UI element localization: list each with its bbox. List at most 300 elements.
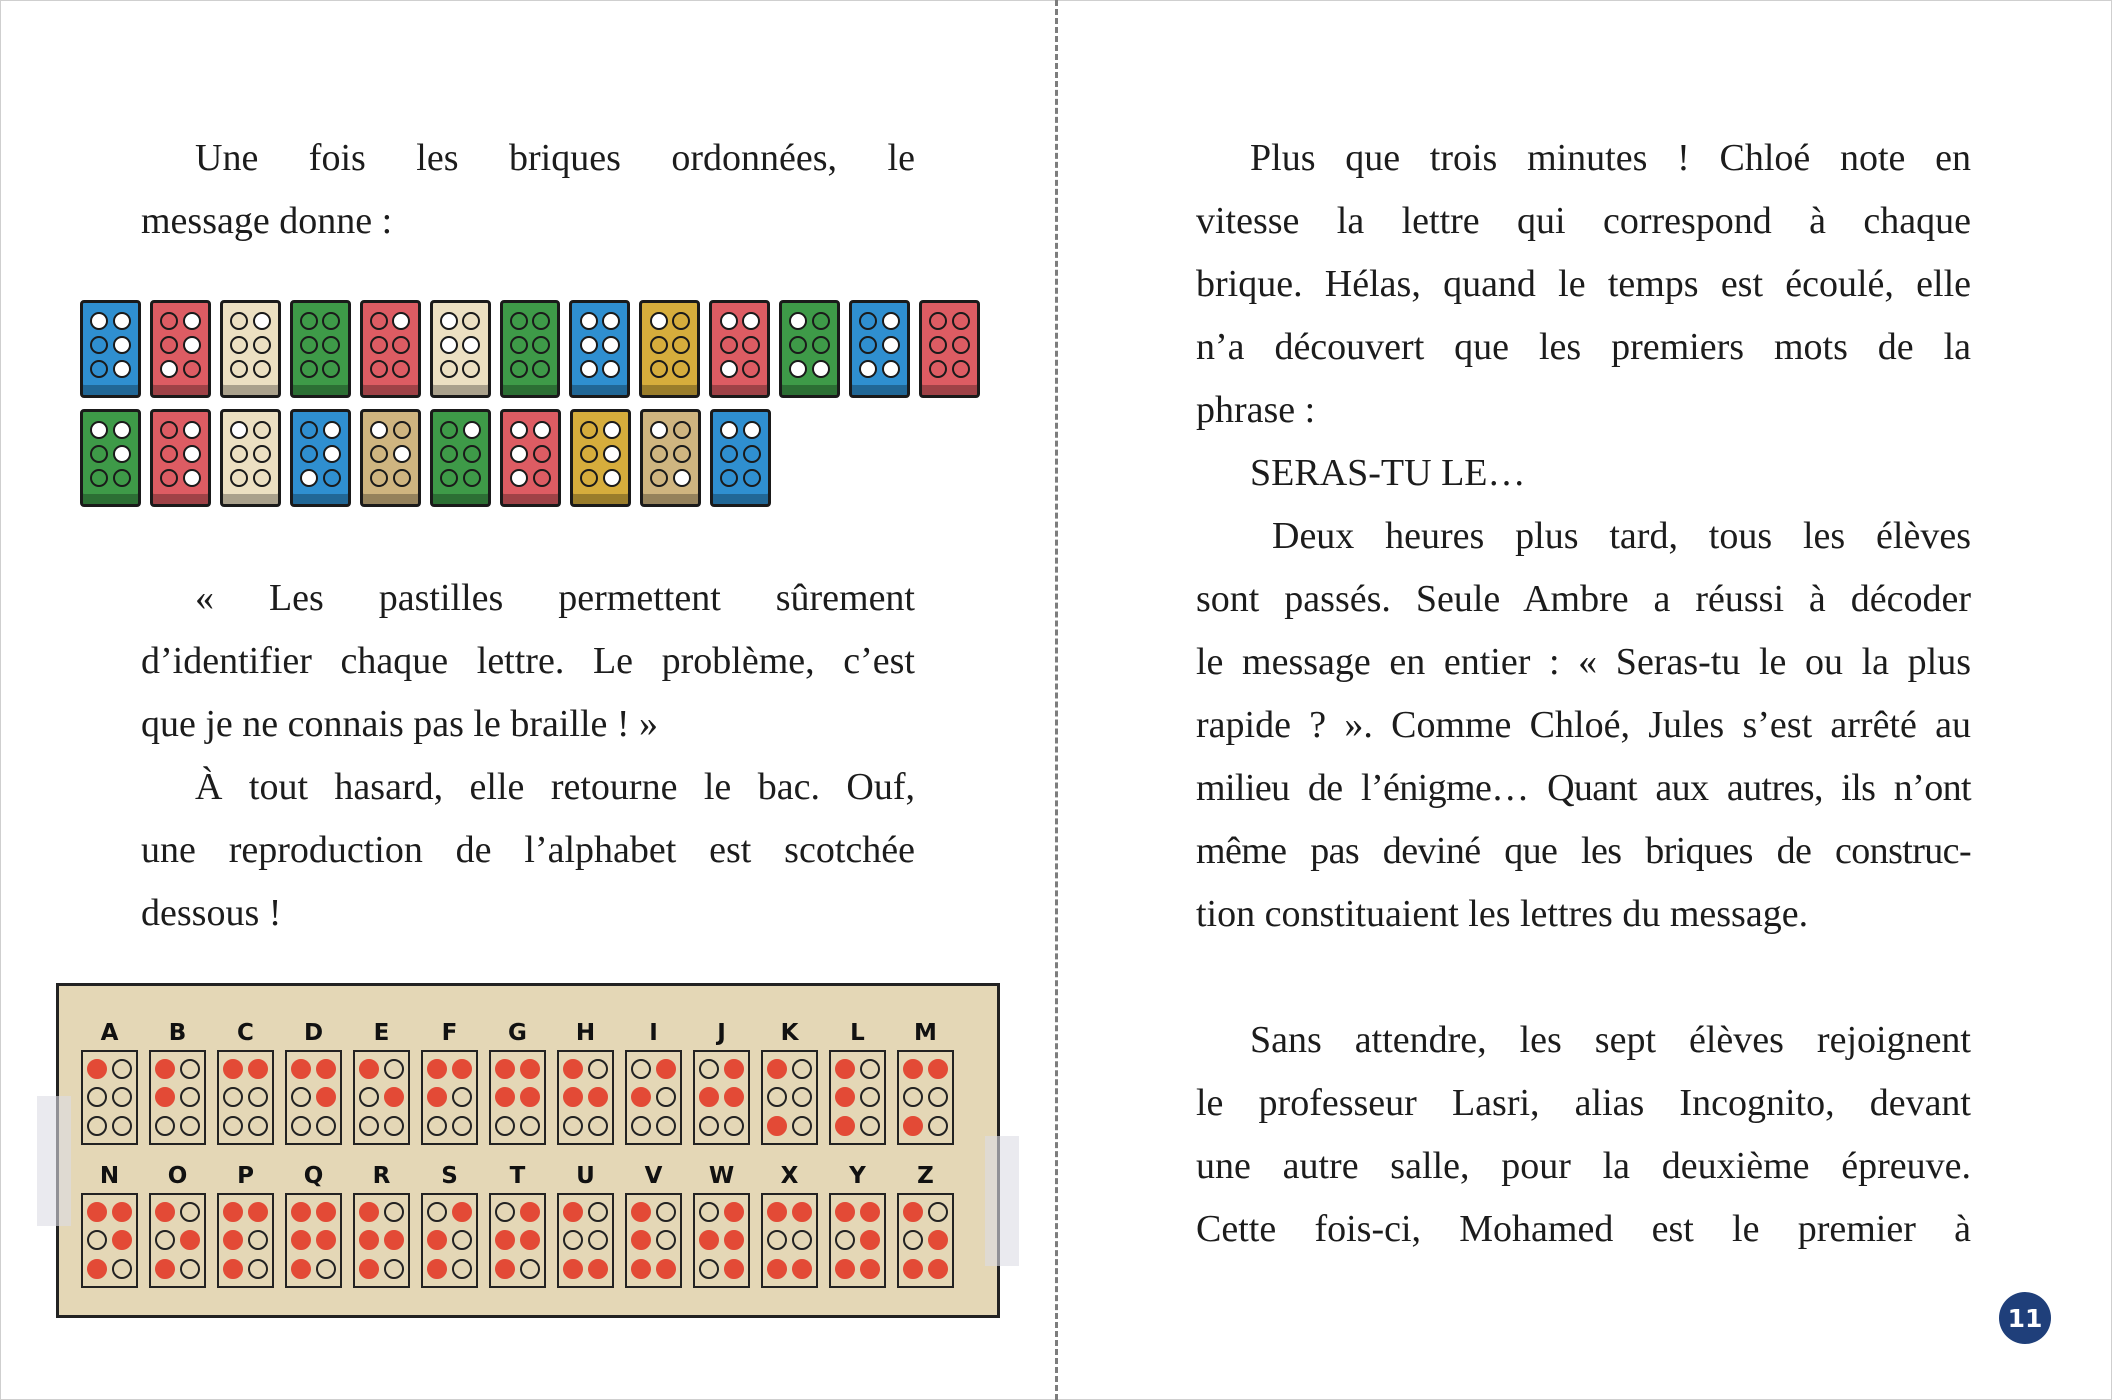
braille-dot-empty xyxy=(699,1116,719,1136)
brick-stud xyxy=(672,336,690,354)
braille-dot-empty xyxy=(452,1230,472,1250)
braille-cell xyxy=(761,1193,818,1288)
braille-dot-empty xyxy=(112,1087,132,1107)
brick-stud xyxy=(672,360,690,378)
brick-stud xyxy=(463,445,481,463)
brick-stud-raised xyxy=(183,421,201,439)
braille-dot-filled xyxy=(155,1059,175,1079)
brick-blue xyxy=(80,300,141,398)
braille-dot-filled xyxy=(631,1087,651,1107)
braille-dot-filled xyxy=(563,1059,583,1079)
brick-stud xyxy=(440,360,458,378)
brick-stud xyxy=(580,421,598,439)
braille-letter-label: D xyxy=(303,1020,324,1046)
braille-letter-l xyxy=(829,1016,886,1145)
braille-dot-filled xyxy=(860,1202,880,1222)
brick-stud-raised xyxy=(323,421,341,439)
braille-dot-filled xyxy=(223,1059,243,1079)
brick-stud xyxy=(113,469,131,487)
brick-stud xyxy=(322,312,340,330)
brick-blue xyxy=(569,300,630,398)
brick-stud xyxy=(929,312,947,330)
braille-dot-filled xyxy=(155,1259,175,1279)
brick-green xyxy=(80,409,141,507)
braille-dot-empty xyxy=(656,1087,676,1107)
brick-stud xyxy=(532,336,550,354)
brick-stud xyxy=(253,469,271,487)
braille-dot-empty xyxy=(316,1259,336,1279)
braille-dot-filled xyxy=(860,1230,880,1250)
brick-stud-raised xyxy=(673,469,691,487)
braille-dot-empty xyxy=(520,1116,540,1136)
brick-stud-raised xyxy=(160,360,178,378)
braille-dot-empty xyxy=(248,1087,268,1107)
braille-dot-filled xyxy=(563,1202,583,1222)
brick-stud xyxy=(650,445,668,463)
brick-stud xyxy=(253,445,271,463)
brick-stud-raised xyxy=(392,312,410,330)
braille-dot-empty xyxy=(588,1059,608,1079)
braille-alphabet-card xyxy=(56,983,1000,1318)
braille-letter-label: J xyxy=(717,1020,726,1046)
alphabet-row-a-m xyxy=(81,1016,954,1145)
brick-red xyxy=(150,300,211,398)
braille-dot-empty xyxy=(87,1116,107,1136)
braille-dot-empty xyxy=(588,1202,608,1222)
brick-tan xyxy=(360,409,421,507)
brick-stud-raised xyxy=(510,421,528,439)
braille-dot-filled xyxy=(792,1259,812,1279)
brick-cream xyxy=(220,300,281,398)
text-line: rapide ? ». Comme Chloé, Jules s’est arrêté au xyxy=(1196,704,1971,746)
braille-dot-empty xyxy=(860,1059,880,1079)
braille-dot-empty xyxy=(699,1202,719,1222)
brick-stud-raised xyxy=(300,469,318,487)
braille-dot-empty xyxy=(452,1116,472,1136)
braille-cell xyxy=(489,1193,546,1288)
braille-letter-p xyxy=(217,1159,274,1288)
braille-dot-empty xyxy=(452,1259,472,1279)
braille-letter-label: Y xyxy=(849,1163,866,1189)
braille-dot-empty xyxy=(656,1230,676,1250)
braille-letter-label: Q xyxy=(303,1163,324,1189)
brick-stud-raised xyxy=(580,360,598,378)
braille-dot-filled xyxy=(223,1230,243,1250)
text-line: n’a découvert que les premiers mots de la xyxy=(1196,326,1971,368)
tape-right xyxy=(985,1136,1019,1266)
braille-letter-label: S xyxy=(441,1163,458,1189)
braille-cell xyxy=(897,1050,954,1145)
braille-dot-filled xyxy=(223,1202,243,1222)
brick-stud-raised xyxy=(603,469,621,487)
brick-blue xyxy=(290,409,351,507)
text-line: le message en entier : « Seras-tu le ou la plus xyxy=(1196,641,1971,683)
braille-dot-empty xyxy=(155,1116,175,1136)
brick-stud xyxy=(929,360,947,378)
braille-cell xyxy=(557,1050,614,1145)
brick-stud xyxy=(650,360,668,378)
text-line: vitesse la lettre qui correspond à chaque xyxy=(1196,200,1971,242)
braille-dot-empty xyxy=(248,1116,268,1136)
braille-dot-empty xyxy=(359,1087,379,1107)
braille-letter-w xyxy=(693,1159,750,1288)
page-number-badge: 11 xyxy=(1999,1292,2051,1344)
gutter-divider xyxy=(1055,0,1058,1400)
brick-stud xyxy=(370,360,388,378)
braille-letter-label: T xyxy=(509,1163,526,1189)
braille-letter-label: L xyxy=(850,1020,865,1046)
brick-stud-raised xyxy=(462,336,480,354)
brick-stud xyxy=(90,360,108,378)
braille-dot-empty xyxy=(903,1230,923,1250)
brick-stud xyxy=(160,469,178,487)
braille-letter-label: X xyxy=(780,1163,799,1189)
braille-cell xyxy=(761,1050,818,1145)
braille-dot-empty xyxy=(835,1230,855,1250)
right-text xyxy=(1196,127,1971,1261)
braille-letter-label: V xyxy=(644,1163,663,1189)
braille-dot-empty xyxy=(903,1087,923,1107)
braille-dot-filled xyxy=(835,1059,855,1079)
braille-dot-empty xyxy=(792,1059,812,1079)
braille-dot-filled xyxy=(291,1259,311,1279)
text-line: sont passés. Seule Ambre a réussi à décoder xyxy=(1196,578,1971,620)
braille-dot-empty xyxy=(563,1116,583,1136)
braille-letter-label: K xyxy=(780,1020,799,1046)
braille-dot-filled xyxy=(903,1202,923,1222)
braille-dot-filled xyxy=(155,1087,175,1107)
braille-dot-filled xyxy=(699,1087,719,1107)
brick-stud xyxy=(440,421,458,439)
braille-dot-filled xyxy=(316,1230,336,1250)
brick-stud xyxy=(160,336,178,354)
braille-letter-label: O xyxy=(167,1163,188,1189)
braille-dot-empty xyxy=(656,1116,676,1136)
brick-stud xyxy=(743,469,761,487)
braille-cell xyxy=(557,1193,614,1288)
brick-stud-raised xyxy=(90,312,108,330)
braille-letter-label: M xyxy=(914,1020,937,1046)
braille-cell xyxy=(625,1050,682,1145)
braille-dot-empty xyxy=(112,1059,132,1079)
braille-dot-empty xyxy=(928,1202,948,1222)
braille-dot-filled xyxy=(316,1059,336,1079)
brick-stud xyxy=(370,312,388,330)
braille-dot-empty xyxy=(792,1230,812,1250)
braille-dot-filled xyxy=(928,1059,948,1079)
braille-dot-filled xyxy=(520,1230,540,1250)
braille-letter-y xyxy=(829,1159,886,1288)
braille-letter-m xyxy=(897,1016,954,1145)
braille-letter-label: B xyxy=(168,1020,187,1046)
braille-dot-filled xyxy=(860,1259,880,1279)
brick-stud xyxy=(789,336,807,354)
braille-dot-empty xyxy=(180,1059,200,1079)
brick-stud xyxy=(160,421,178,439)
braille-dot-filled xyxy=(835,1087,855,1107)
brick-stud-raised xyxy=(113,312,131,330)
braille-dot-filled xyxy=(724,1087,744,1107)
braille-dot-filled xyxy=(792,1202,812,1222)
brick-blue xyxy=(710,409,771,507)
brick-stud xyxy=(230,445,248,463)
brick-stud xyxy=(160,312,178,330)
text-line: Deux heures plus tard, tous les élèves xyxy=(1272,515,1971,557)
braille-dot-empty xyxy=(223,1087,243,1107)
braille-dot-filled xyxy=(155,1202,175,1222)
brick-stud-raised xyxy=(183,469,201,487)
brick-stud xyxy=(323,469,341,487)
braille-cell xyxy=(829,1193,886,1288)
braille-dot-filled xyxy=(291,1202,311,1222)
braille-cell xyxy=(693,1050,750,1145)
brick-stud-raised xyxy=(183,312,201,330)
braille-dot-empty xyxy=(631,1059,651,1079)
braille-dot-filled xyxy=(359,1259,379,1279)
text-line: Sans attendre, les sept élèves rejoignent xyxy=(1250,1019,1971,1061)
brick-stud xyxy=(510,336,528,354)
brick-stud xyxy=(720,445,738,463)
brick-stud-raised xyxy=(323,445,341,463)
braille-dot-empty xyxy=(928,1087,948,1107)
brick-stud xyxy=(672,312,690,330)
braille-dot-filled xyxy=(495,1059,515,1079)
brick-stud-raised xyxy=(113,445,131,463)
text-line: milieu de l’énigme… Quant aux autres, ils n’ont xyxy=(1196,767,1971,809)
braille-cell xyxy=(625,1193,682,1288)
brick-stud-raised xyxy=(602,312,620,330)
braille-dot-filled xyxy=(767,1116,787,1136)
brick-stud xyxy=(650,469,668,487)
brick-stud-raised xyxy=(720,421,738,439)
brick-stud xyxy=(650,336,668,354)
text-line: SERAS-TU LE… xyxy=(1250,452,1526,494)
brick-stud-raised xyxy=(882,336,900,354)
braille-dot-empty xyxy=(860,1116,880,1136)
braille-dot-empty xyxy=(248,1259,268,1279)
left-intro xyxy=(141,127,915,253)
brick-stud xyxy=(90,469,108,487)
brick-stud-raised xyxy=(230,421,248,439)
braille-dot-empty xyxy=(87,1230,107,1250)
braille-letter-label: C xyxy=(237,1020,254,1046)
braille-dot-empty xyxy=(792,1116,812,1136)
brick-stud xyxy=(230,469,248,487)
braille-dot-empty xyxy=(223,1116,243,1136)
brick-stud-raised xyxy=(603,421,621,439)
brick-stud xyxy=(532,312,550,330)
brick-stud-raised xyxy=(650,312,668,330)
braille-dot-empty xyxy=(248,1230,268,1250)
braille-dot-filled xyxy=(384,1230,404,1250)
braille-dot-filled xyxy=(520,1087,540,1107)
braille-dot-empty xyxy=(384,1202,404,1222)
braille-dot-filled xyxy=(384,1087,404,1107)
brick-stud-raised xyxy=(580,336,598,354)
brick-stud xyxy=(742,336,760,354)
braille-cell xyxy=(285,1193,342,1288)
braille-dot-filled xyxy=(452,1202,472,1222)
braille-dot-filled xyxy=(180,1230,200,1250)
brick-stud xyxy=(300,312,318,330)
brick-stud-raised xyxy=(393,445,411,463)
braille-dot-filled xyxy=(427,1230,447,1250)
braille-cell xyxy=(829,1050,886,1145)
braille-letter-label: W xyxy=(708,1163,735,1189)
braille-dot-empty xyxy=(495,1116,515,1136)
braille-dot-filled xyxy=(835,1116,855,1136)
braille-dot-filled xyxy=(631,1230,651,1250)
braille-letter-label: A xyxy=(100,1020,119,1046)
brick-red xyxy=(360,300,421,398)
brick-stud-raised xyxy=(510,445,528,463)
brick-stud-raised xyxy=(720,312,738,330)
braille-dot-empty xyxy=(180,1087,200,1107)
braille-letter-g xyxy=(489,1016,546,1145)
brick-stud xyxy=(230,336,248,354)
braille-dot-empty xyxy=(520,1259,540,1279)
braille-dot-filled xyxy=(427,1059,447,1079)
brick-stud xyxy=(533,469,551,487)
brick-stud xyxy=(230,360,248,378)
brick-stud xyxy=(859,312,877,330)
brick-stud xyxy=(440,469,458,487)
braille-dot-filled xyxy=(495,1259,515,1279)
brick-stud xyxy=(463,469,481,487)
brick-stud xyxy=(253,421,271,439)
braille-dot-empty xyxy=(928,1116,948,1136)
text-line: Cette fois-ci, Mohamed est le premier à xyxy=(1196,1208,1971,1250)
brick-stud-raised xyxy=(510,469,528,487)
braille-dot-filled xyxy=(223,1259,243,1279)
braille-dot-filled xyxy=(767,1259,787,1279)
brick-stud xyxy=(952,360,970,378)
braille-dot-filled xyxy=(359,1059,379,1079)
brick-stud-raised xyxy=(183,445,201,463)
brick-green xyxy=(779,300,840,398)
braille-letter-label: P xyxy=(237,1163,254,1189)
braille-dot-empty xyxy=(588,1116,608,1136)
text-line: brique. Hélas, quand le temps est écoulé, elle xyxy=(1196,263,1971,305)
brick-yellow xyxy=(639,300,700,398)
braille-dot-filled xyxy=(656,1259,676,1279)
text-line: une reproduction de l’alphabet est scotchée xyxy=(141,829,915,871)
braille-dot-filled xyxy=(359,1202,379,1222)
braille-dot-empty xyxy=(316,1116,336,1136)
braille-dot-filled xyxy=(724,1059,744,1079)
braille-dot-filled xyxy=(631,1202,651,1222)
brick-blue xyxy=(849,300,910,398)
brick-stud-raised xyxy=(859,360,877,378)
braille-dot-filled xyxy=(903,1059,923,1079)
brick-stud xyxy=(812,336,830,354)
braille-dot-filled xyxy=(767,1202,787,1222)
brick-stud xyxy=(370,445,388,463)
braille-dot-filled xyxy=(631,1259,651,1279)
paragraph-gap xyxy=(1196,946,1971,1009)
brick-stud xyxy=(462,360,480,378)
braille-cell xyxy=(149,1050,206,1145)
brick-stud-raised xyxy=(882,360,900,378)
braille-dot-filled xyxy=(588,1087,608,1107)
braille-dot-empty xyxy=(452,1087,472,1107)
braille-letter-x xyxy=(761,1159,818,1288)
braille-dot-empty xyxy=(724,1116,744,1136)
brick-stud xyxy=(812,312,830,330)
braille-dot-filled xyxy=(520,1202,540,1222)
braille-dot-filled xyxy=(248,1202,268,1222)
brick-row xyxy=(80,409,980,507)
braille-letter-o xyxy=(149,1159,206,1288)
braille-bricks-message xyxy=(80,300,980,518)
brick-red xyxy=(919,300,980,398)
braille-dot-empty xyxy=(155,1230,175,1250)
braille-dot-empty xyxy=(384,1059,404,1079)
text-line: À tout hasard, elle retourne le bac. Ouf, xyxy=(195,766,915,808)
brick-stud xyxy=(253,360,271,378)
text-line: une autre salle, pour la deuxième épreuve. xyxy=(1196,1145,1971,1187)
brick-stud xyxy=(300,445,318,463)
brick-stud-raised xyxy=(602,336,620,354)
braille-cell xyxy=(421,1193,478,1288)
braille-letter-z xyxy=(897,1159,954,1288)
brick-stud xyxy=(90,445,108,463)
braille-cell xyxy=(285,1050,342,1145)
braille-letter-label: N xyxy=(99,1163,120,1189)
brick-stud-raised xyxy=(789,312,807,330)
braille-dot-filled xyxy=(359,1230,379,1250)
braille-letter-n xyxy=(81,1159,138,1288)
text-line: le professeur Lasri, alias Incognito, devant xyxy=(1196,1082,1971,1124)
braille-letter-label: Z xyxy=(917,1163,934,1189)
brick-stud-raised xyxy=(882,312,900,330)
braille-dot-filled xyxy=(291,1059,311,1079)
braille-dot-empty xyxy=(291,1087,311,1107)
text-line: Une fois les briques ordonnées, le xyxy=(195,137,915,179)
brick-stud xyxy=(510,312,528,330)
braille-cell xyxy=(693,1193,750,1288)
braille-dot-empty xyxy=(180,1259,200,1279)
braille-dot-empty xyxy=(87,1087,107,1107)
braille-dot-filled xyxy=(520,1059,540,1079)
brick-tan xyxy=(640,409,701,507)
braille-letter-label: I xyxy=(649,1020,658,1046)
braille-dot-filled xyxy=(316,1202,336,1222)
braille-dot-filled xyxy=(724,1230,744,1250)
braille-dot-filled xyxy=(724,1259,744,1279)
text-line: Plus que trois minutes ! Chloé note en xyxy=(1250,137,1971,179)
brick-stud xyxy=(183,360,201,378)
brick-stud xyxy=(673,421,691,439)
brick-stud xyxy=(392,336,410,354)
braille-dot-filled xyxy=(427,1087,447,1107)
brick-stud xyxy=(532,360,550,378)
brick-stud-raised xyxy=(812,360,830,378)
brick-stud xyxy=(160,445,178,463)
brick-stud-raised xyxy=(90,421,108,439)
brick-stud xyxy=(322,360,340,378)
brick-row xyxy=(80,300,980,398)
brick-stud xyxy=(440,445,458,463)
braille-dot-empty xyxy=(180,1116,200,1136)
braille-dot-empty xyxy=(588,1230,608,1250)
braille-dot-filled xyxy=(563,1259,583,1279)
braille-cell xyxy=(217,1050,274,1145)
braille-dot-filled xyxy=(835,1202,855,1222)
brick-stud-raised xyxy=(743,421,761,439)
braille-letter-s xyxy=(421,1159,478,1288)
braille-dot-filled xyxy=(112,1230,132,1250)
